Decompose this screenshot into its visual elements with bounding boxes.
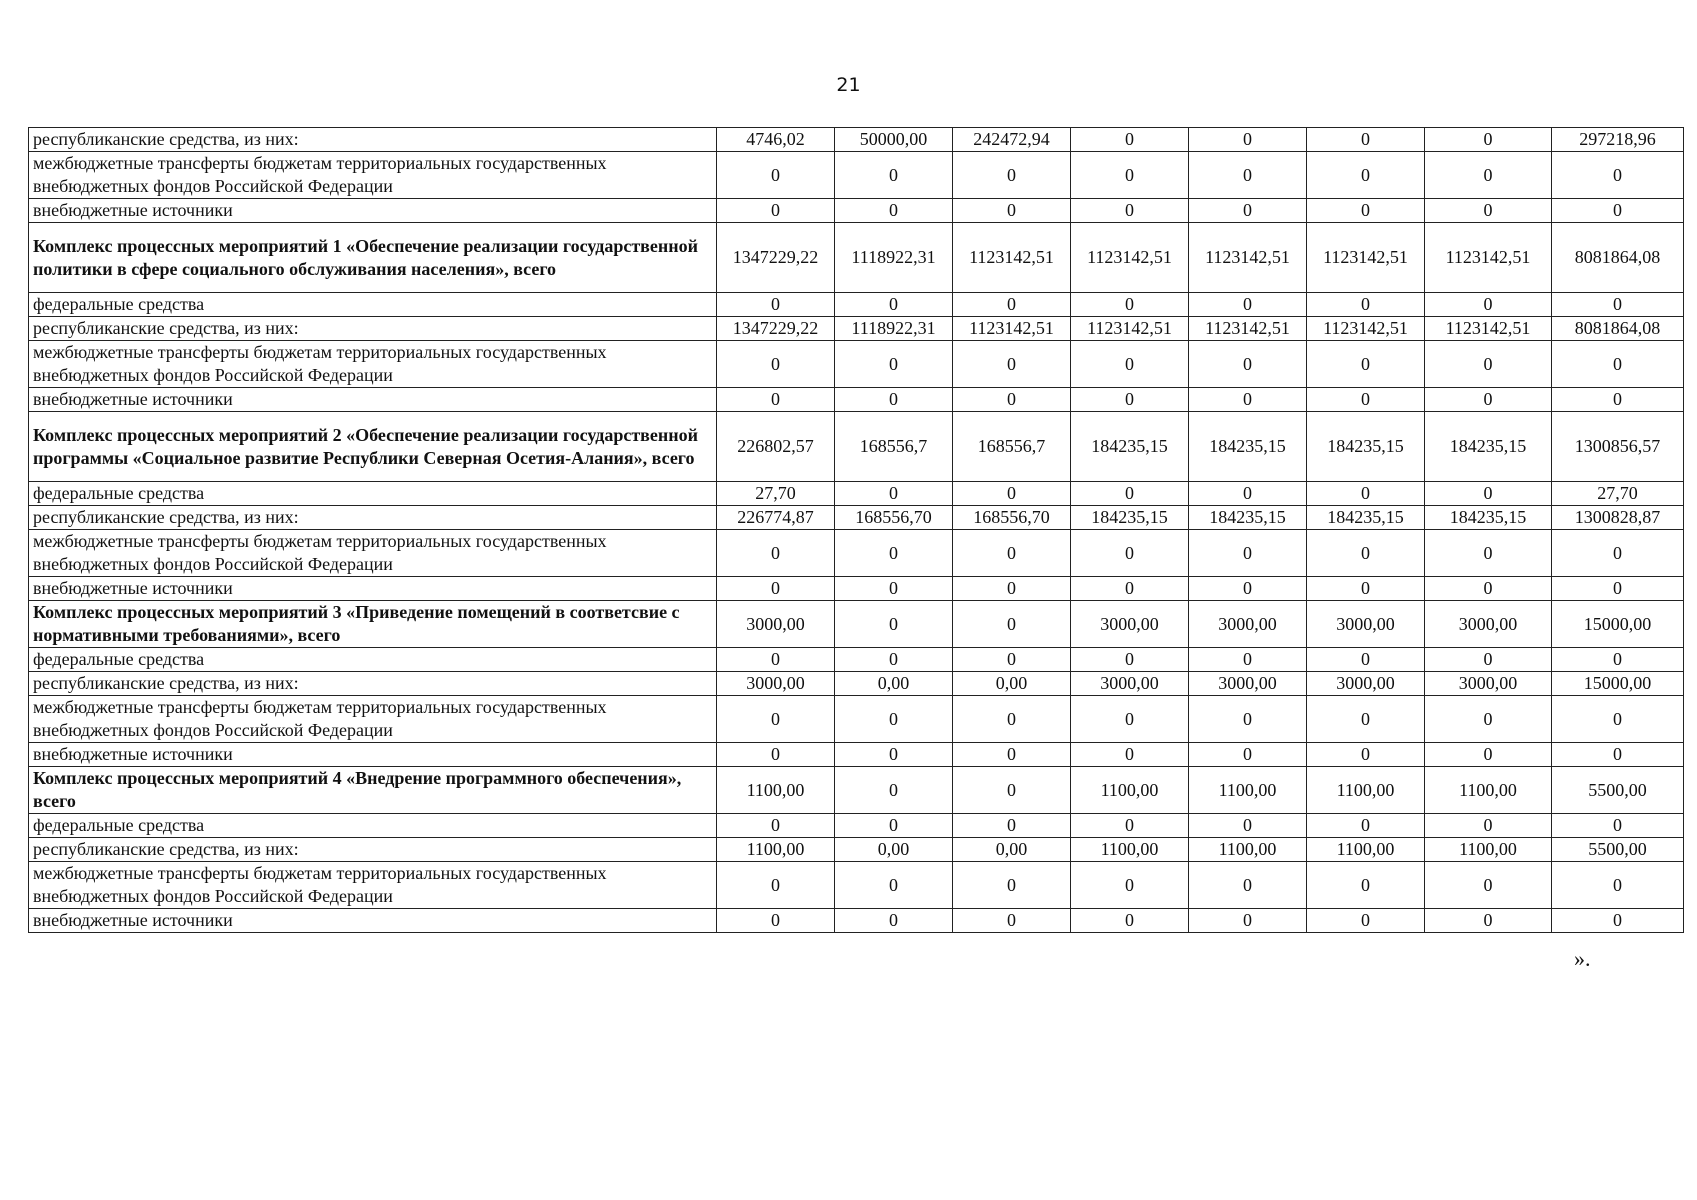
value-cell: 0	[835, 648, 953, 672]
value-cell: 0	[1071, 530, 1189, 577]
value-cell: 0	[717, 696, 835, 743]
value-cell: 184235,15	[1307, 506, 1425, 530]
value-cell: 8081864,08	[1552, 223, 1684, 293]
table-body	[29, 128, 1684, 933]
value-cell: 0	[717, 388, 835, 412]
value-cell: 1100,00	[1307, 838, 1425, 862]
table-row	[29, 293, 1684, 317]
value-cell: 0	[1189, 530, 1307, 577]
value-cell: 0	[1307, 128, 1425, 152]
closing-quote-mark: ».	[1574, 946, 1591, 971]
value-cell: 0	[1552, 577, 1684, 601]
value-cell: 3000,00	[1425, 601, 1552, 648]
table-row	[29, 601, 1684, 648]
value-cell: 1100,00	[1189, 767, 1307, 814]
value-cell: 0	[835, 199, 953, 223]
value-cell: 0	[1071, 862, 1189, 909]
value-cell: 0	[1071, 152, 1189, 199]
value-cell: 0	[1189, 648, 1307, 672]
row-label: межбюджетные трансферты бюджетам территориальных государственных внебюджетных фондов Российской Федерации	[29, 341, 717, 388]
value-cell: 0	[1307, 743, 1425, 767]
value-cell: 0	[1071, 128, 1189, 152]
value-cell: 3000,00	[1189, 601, 1307, 648]
value-cell: 0	[953, 577, 1071, 601]
table-row	[29, 530, 1684, 577]
value-cell: 0	[953, 648, 1071, 672]
value-cell: 0	[1071, 482, 1189, 506]
value-cell: 1123142,51	[1071, 223, 1189, 293]
value-cell: 1100,00	[1071, 767, 1189, 814]
row-label: внебюджетные источники	[29, 199, 717, 223]
value-cell: 0	[835, 530, 953, 577]
value-cell: 0	[1307, 862, 1425, 909]
value-cell: 184235,15	[1425, 412, 1552, 482]
table-row	[29, 223, 1684, 293]
value-cell: 1300856,57	[1552, 412, 1684, 482]
value-cell: 0	[1425, 482, 1552, 506]
value-cell: 1123142,51	[953, 317, 1071, 341]
value-cell: 3000,00	[1425, 672, 1552, 696]
value-cell: 0	[953, 199, 1071, 223]
value-cell: 1100,00	[1425, 767, 1552, 814]
row-label: внебюджетные источники	[29, 909, 717, 933]
value-cell: 3000,00	[1189, 672, 1307, 696]
value-cell: 0	[717, 814, 835, 838]
value-cell: 1123142,51	[1189, 223, 1307, 293]
row-label: федеральные средства	[29, 814, 717, 838]
value-cell: 1100,00	[717, 767, 835, 814]
value-cell: 1347229,22	[717, 223, 835, 293]
value-cell: 0	[1425, 293, 1552, 317]
value-cell: 0	[953, 388, 1071, 412]
value-cell: 0	[1425, 696, 1552, 743]
value-cell: 3000,00	[717, 672, 835, 696]
value-cell: 1100,00	[1425, 838, 1552, 862]
value-cell: 1100,00	[1307, 767, 1425, 814]
value-cell: 1123142,51	[1189, 317, 1307, 341]
value-cell: 0	[1425, 341, 1552, 388]
value-cell: 0	[1189, 388, 1307, 412]
value-cell: 8081864,08	[1552, 317, 1684, 341]
row-label: федеральные средства	[29, 648, 717, 672]
value-cell: 15000,00	[1552, 601, 1684, 648]
value-cell: 0	[835, 601, 953, 648]
value-cell: 0	[717, 909, 835, 933]
value-cell: 0	[835, 862, 953, 909]
value-cell: 0,00	[953, 838, 1071, 862]
value-cell: 184235,15	[1189, 412, 1307, 482]
value-cell: 0	[1189, 909, 1307, 933]
value-cell: 0	[1552, 530, 1684, 577]
row-label: Комплекс процессных мероприятий 1 «Обеспечение реализации государственной политики в сфере социального обслуживания населения», всего	[29, 223, 717, 293]
value-cell: 0	[835, 293, 953, 317]
value-cell: 0	[1307, 696, 1425, 743]
value-cell: 27,70	[717, 482, 835, 506]
row-label: федеральные средства	[29, 293, 717, 317]
table-row	[29, 838, 1684, 862]
value-cell: 0	[1425, 128, 1552, 152]
value-cell: 0	[1307, 293, 1425, 317]
value-cell: 0	[717, 341, 835, 388]
value-cell: 3000,00	[1071, 601, 1189, 648]
value-cell: 0	[1425, 152, 1552, 199]
value-cell: 1123142,51	[1307, 317, 1425, 341]
value-cell: 0	[1307, 814, 1425, 838]
value-cell: 0	[1307, 199, 1425, 223]
value-cell: 0	[717, 743, 835, 767]
value-cell: 0	[1071, 743, 1189, 767]
row-label: республиканские средства, из них:	[29, 838, 717, 862]
value-cell: 0	[1189, 696, 1307, 743]
value-cell: 0	[1307, 577, 1425, 601]
table-row	[29, 341, 1684, 388]
value-cell: 1100,00	[1071, 838, 1189, 862]
table-row	[29, 317, 1684, 341]
value-cell: 0,00	[953, 672, 1071, 696]
value-cell: 0	[1189, 128, 1307, 152]
value-cell: 0	[953, 862, 1071, 909]
table-row	[29, 814, 1684, 838]
row-label: Комплекс процессных мероприятий 3 «Приведение помещений в соответсвие с нормативными требованиями», всего	[29, 601, 717, 648]
value-cell: 0	[953, 341, 1071, 388]
row-label: федеральные средства	[29, 482, 717, 506]
value-cell: 0	[953, 696, 1071, 743]
value-cell: 0	[1071, 909, 1189, 933]
value-cell: 184235,15	[1307, 412, 1425, 482]
row-label: внебюджетные источники	[29, 388, 717, 412]
value-cell: 184235,15	[1189, 506, 1307, 530]
value-cell: 0	[835, 152, 953, 199]
value-cell: 0	[835, 388, 953, 412]
table-row	[29, 388, 1684, 412]
value-cell: 1300828,87	[1552, 506, 1684, 530]
value-cell: 0	[835, 909, 953, 933]
value-cell: 0	[953, 909, 1071, 933]
value-cell: 0	[1189, 743, 1307, 767]
page-number: 21	[836, 74, 861, 96]
value-cell: 168556,70	[953, 506, 1071, 530]
value-cell: 1100,00	[717, 838, 835, 862]
row-label: внебюджетные источники	[29, 577, 717, 601]
value-cell: 0	[1071, 388, 1189, 412]
row-label: республиканские средства, из них:	[29, 317, 717, 341]
value-cell: 0	[1189, 199, 1307, 223]
value-cell: 0	[835, 767, 953, 814]
table-row	[29, 577, 1684, 601]
value-cell: 0	[717, 862, 835, 909]
value-cell: 0	[1552, 862, 1684, 909]
table-row	[29, 672, 1684, 696]
value-cell: 0	[1071, 341, 1189, 388]
value-cell: 0	[1189, 341, 1307, 388]
value-cell: 0	[835, 743, 953, 767]
value-cell: 0	[1425, 388, 1552, 412]
value-cell: 1123142,51	[1425, 317, 1552, 341]
table-row	[29, 482, 1684, 506]
value-cell: 0	[1307, 341, 1425, 388]
table-row	[29, 862, 1684, 909]
row-label: Комплекс процессных мероприятий 4 «Внедрение программного обеспечения», всего	[29, 767, 717, 814]
value-cell: 0	[1425, 199, 1552, 223]
table-row	[29, 506, 1684, 530]
value-cell: 168556,7	[835, 412, 953, 482]
value-cell: 0	[1071, 814, 1189, 838]
value-cell: 0	[1071, 293, 1189, 317]
value-cell: 0	[953, 767, 1071, 814]
value-cell: 0	[1425, 814, 1552, 838]
value-cell: 0	[717, 293, 835, 317]
value-cell: 0	[1552, 909, 1684, 933]
value-cell: 0	[953, 152, 1071, 199]
value-cell: 0	[1189, 293, 1307, 317]
value-cell: 0	[835, 341, 953, 388]
row-label: внебюджетные источники	[29, 743, 717, 767]
value-cell: 0	[717, 152, 835, 199]
value-cell: 226802,57	[717, 412, 835, 482]
value-cell: 1100,00	[1189, 838, 1307, 862]
value-cell: 3000,00	[717, 601, 835, 648]
value-cell: 3000,00	[1307, 601, 1425, 648]
value-cell: 5500,00	[1552, 767, 1684, 814]
value-cell: 184235,15	[1071, 412, 1189, 482]
row-label: межбюджетные трансферты бюджетам территориальных государственных внебюджетных фондов Российской Федерации	[29, 530, 717, 577]
value-cell: 1123142,51	[953, 223, 1071, 293]
row-label: Комплекс процессных мероприятий 2 «Обеспечение реализации государственной программы «Социальное развитие Республики Северная Осетия-Алания», всего	[29, 412, 717, 482]
table-row	[29, 128, 1684, 152]
value-cell: 168556,70	[835, 506, 953, 530]
value-cell: 0	[1552, 293, 1684, 317]
value-cell: 0	[1071, 648, 1189, 672]
value-cell: 0	[1189, 814, 1307, 838]
value-cell: 5500,00	[1552, 838, 1684, 862]
value-cell: 0,00	[835, 838, 953, 862]
value-cell: 0	[1552, 199, 1684, 223]
value-cell: 0	[1425, 577, 1552, 601]
value-cell: 1123142,51	[1071, 317, 1189, 341]
table-row	[29, 743, 1684, 767]
value-cell: 0	[1071, 696, 1189, 743]
table-row	[29, 152, 1684, 199]
value-cell: 0	[1307, 648, 1425, 672]
value-cell: 0	[1425, 909, 1552, 933]
value-cell: 0	[1552, 388, 1684, 412]
value-cell: 0	[953, 482, 1071, 506]
value-cell: 0	[835, 696, 953, 743]
value-cell: 1118922,31	[835, 317, 953, 341]
value-cell: 0	[1071, 199, 1189, 223]
table-row	[29, 767, 1684, 814]
value-cell: 1123142,51	[1307, 223, 1425, 293]
value-cell: 0	[1307, 909, 1425, 933]
value-cell: 0	[835, 577, 953, 601]
table-row	[29, 412, 1684, 482]
value-cell: 0	[1425, 862, 1552, 909]
value-cell: 0	[1307, 482, 1425, 506]
value-cell: 3000,00	[1307, 672, 1425, 696]
value-cell: 0	[717, 530, 835, 577]
value-cell: 0	[953, 293, 1071, 317]
row-label: республиканские средства, из них:	[29, 128, 717, 152]
value-cell: 0	[953, 743, 1071, 767]
value-cell: 0	[1189, 152, 1307, 199]
value-cell: 50000,00	[835, 128, 953, 152]
value-cell: 0	[1425, 530, 1552, 577]
table-row	[29, 199, 1684, 223]
value-cell: 0	[1307, 152, 1425, 199]
value-cell: 1347229,22	[717, 317, 835, 341]
value-cell: 0	[1552, 648, 1684, 672]
value-cell: 0	[1189, 482, 1307, 506]
value-cell: 0	[1552, 814, 1684, 838]
row-label: республиканские средства, из них:	[29, 672, 717, 696]
value-cell: 0,00	[835, 672, 953, 696]
table-row	[29, 909, 1684, 933]
value-cell: 3000,00	[1071, 672, 1189, 696]
value-cell: 0	[1071, 577, 1189, 601]
value-cell: 297218,96	[1552, 128, 1684, 152]
value-cell: 242472,94	[953, 128, 1071, 152]
value-cell: 15000,00	[1552, 672, 1684, 696]
value-cell: 184235,15	[1071, 506, 1189, 530]
value-cell: 0	[1552, 696, 1684, 743]
value-cell: 0	[835, 814, 953, 838]
value-cell: 1118922,31	[835, 223, 953, 293]
value-cell: 184235,15	[1425, 506, 1552, 530]
value-cell: 0	[953, 530, 1071, 577]
row-label: межбюджетные трансферты бюджетам территориальных государственных внебюджетных фондов Российской Федерации	[29, 696, 717, 743]
row-label: межбюджетные трансферты бюджетам территориальных государственных внебюджетных фондов Российской Федерации	[29, 862, 717, 909]
value-cell: 0	[1552, 743, 1684, 767]
value-cell: 27,70	[1552, 482, 1684, 506]
value-cell: 0	[717, 577, 835, 601]
value-cell: 0	[1552, 341, 1684, 388]
value-cell: 0	[1552, 152, 1684, 199]
value-cell: 0	[835, 482, 953, 506]
value-cell: 0	[717, 199, 835, 223]
value-cell: 226774,87	[717, 506, 835, 530]
value-cell: 0	[1189, 862, 1307, 909]
value-cell: 0	[1307, 530, 1425, 577]
value-cell: 0	[953, 601, 1071, 648]
value-cell: 0	[1189, 577, 1307, 601]
value-cell: 0	[717, 648, 835, 672]
value-cell: 0	[1425, 648, 1552, 672]
table-row	[29, 648, 1684, 672]
value-cell: 1123142,51	[1425, 223, 1552, 293]
table-row	[29, 696, 1684, 743]
value-cell: 4746,02	[717, 128, 835, 152]
value-cell: 0	[1425, 743, 1552, 767]
value-cell: 0	[953, 814, 1071, 838]
row-label: республиканские средства, из них:	[29, 506, 717, 530]
row-label: межбюджетные трансферты бюджетам территориальных государственных внебюджетных фондов Российской Федерации	[29, 152, 717, 199]
value-cell: 168556,7	[953, 412, 1071, 482]
value-cell: 0	[1307, 388, 1425, 412]
budget-table	[28, 127, 1684, 933]
